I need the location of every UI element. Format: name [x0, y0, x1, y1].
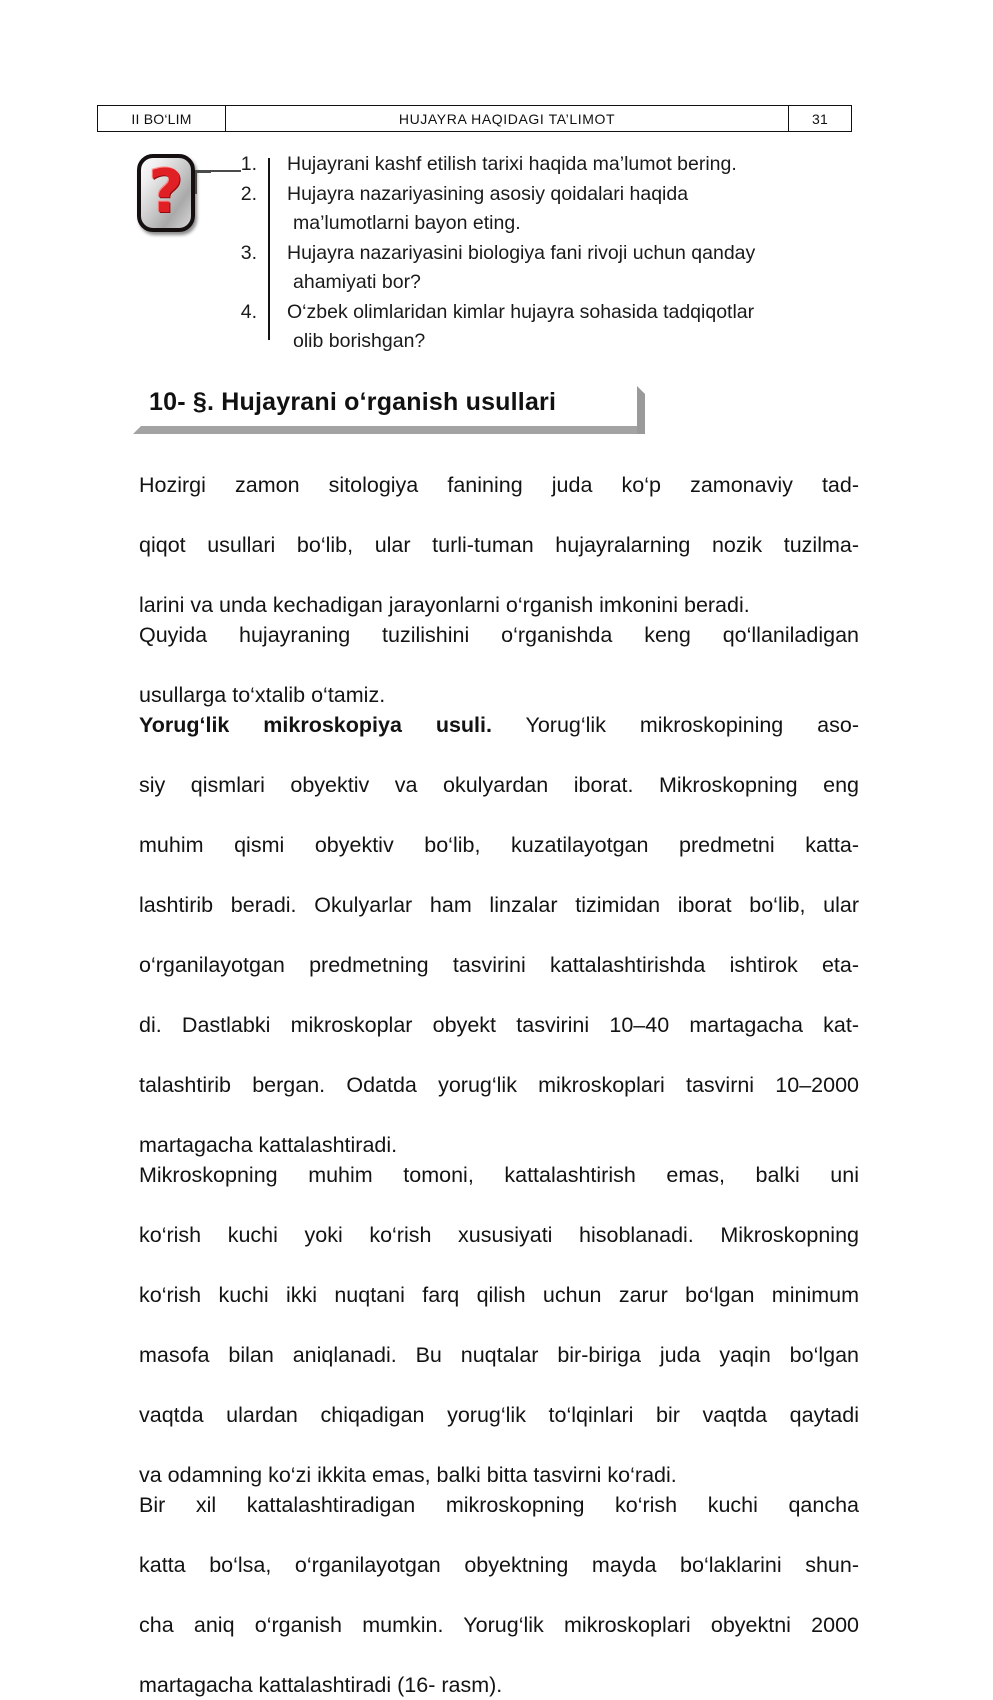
banner-shadow-bottom — [133, 426, 637, 434]
text-line: vaqtda ulardan chiqadigan yorug‘lik to‘lqinlari bir vaqtda qaytadi — [139, 1403, 859, 1427]
text-line: siy qismlari obyektiv va okulyardan iborat. Mikroskopning eng — [139, 773, 859, 797]
text-line: Bir xil kattalashtiradigan mikroskopning ko‘rish kuchi qancha — [139, 1493, 859, 1517]
section-heading-banner — [133, 378, 645, 434]
list-item — [217, 239, 857, 298]
text-line: Quyida hujayraning tuzilishini o‘rganishda keng qo‘llaniladigan — [139, 623, 859, 647]
question-line: Hujayra nazariyasining asosiy qoidalari haqida — [287, 182, 689, 205]
text-line: Hozirgi zamon sitologiya fanining juda ko‘p zamonaviy tad- — [139, 473, 859, 497]
banner-shadow-right — [637, 386, 645, 434]
icon-connector-stub — [195, 170, 211, 173]
icon-question-glyph: ? — [148, 156, 184, 227]
text-line: o‘rganilayotgan predmetning tasvirini kattalashtirishda ishtirok eta- — [139, 953, 859, 977]
question-text — [260, 298, 857, 357]
question-line-continued: ahamiyati bor? — [293, 271, 421, 293]
question-text — [260, 150, 857, 180]
questions-vertical-rule — [268, 158, 270, 340]
paragraph-1 — [92, 470, 859, 620]
text-line: ko‘rish kuchi yoki ko‘rish xususiyati hisoblanadi. Mikroskopning — [139, 1223, 859, 1247]
question-line: Hujayra nazariyasini biologiya fani rivoji uchun qanday — [287, 241, 756, 264]
header-page-number: 31 — [812, 110, 828, 127]
question-number: 3. — [240, 241, 257, 264]
text-line: talashtirib bergan. Odatda yorug‘lik mikroskoplari tasvirni 10–2000 — [139, 1073, 859, 1097]
text-line: va odamning ko‘zi ikkita emas, balki bitta tasvirni ko‘radi. — [139, 1463, 677, 1487]
text-line: masofa bilan aniqlanadi. Bu nuqtalar bir-biriga juda yaqin bo‘lgan — [139, 1343, 859, 1367]
question-line: O‘zbek olimlaridan kimlar hujayra sohasida tadqiqotlar — [287, 300, 755, 323]
question-text — [260, 180, 857, 239]
list-item — [217, 180, 857, 239]
text-line: Mikroskopning muhim tomoni, kattalashtirish emas, balki uni — [139, 1163, 859, 1187]
run-in-bold-term: Yorug‘lik mikroskopiya usuli. — [139, 713, 492, 737]
body-content — [92, 470, 859, 1700]
header-title: HUJAYRA HAQIDAGI TA’LIMOT — [226, 106, 789, 131]
list-item — [217, 298, 857, 357]
text-line: martagacha kattalashtiradi (16- rasm). — [139, 1673, 503, 1697]
question-line: Hujayrani kashf etilish tarixi haqida ma’lumot bering. — [287, 153, 737, 175]
text-line: larini va unda kechadigan jarayonlarni o‘rganish imkonini beradi. — [139, 593, 750, 617]
question-line-continued: ma’lumotlarni bayon eting. — [293, 212, 521, 234]
running-header — [97, 105, 852, 132]
question-mark-icon — [137, 154, 195, 232]
section-heading-text: 10- §. Hujayrani o‘rganish usullari — [149, 387, 557, 416]
text-line: martagacha kattalashtiradi. — [139, 1133, 398, 1157]
questions-list — [217, 150, 857, 357]
paragraph-5 — [92, 1490, 859, 1700]
question-number: 1. — [240, 153, 257, 175]
paragraph-2 — [92, 620, 859, 710]
text-line: cha aniq o‘rganish mumkin. Yorug‘lik mikroskoplari obyektni 2000 — [139, 1613, 859, 1637]
banner-face — [133, 378, 637, 426]
question-number: 4. — [240, 300, 257, 323]
text-line: usullarga to‘xtalib o‘tamiz. — [139, 683, 386, 707]
question-text — [260, 239, 857, 298]
text-line: lashtirib beradi. Okulyarlar ham linzalar tizimidan iborat bo‘lib, ular — [139, 893, 859, 917]
paragraph-4 — [92, 1160, 859, 1490]
text-line: ko‘rish kuchi ikki nuqtani farq qilish uchun zarur bo‘lgan minimum — [139, 1283, 859, 1307]
text-line-rest: Yorug‘lik mikroskopining aso- — [491, 713, 859, 737]
text-line: di. Dastlabki mikroskoplar obyekt tasvirini 10–40 martagacha kat- — [139, 1013, 859, 1037]
header-section-label: II BO‘LIM — [98, 106, 226, 131]
question-line-continued: olib borishgan? — [293, 330, 426, 352]
text-line: qiqot usullari bo‘lib, ular turli-tuman hujayralarning nozik tuzilma- — [139, 533, 859, 557]
paragraph-3 — [92, 710, 859, 1160]
list-item — [217, 150, 857, 180]
text-line: muhim qismi obyektiv bo‘lib, kuzatilayotgan predmetni katta- — [139, 833, 859, 857]
question-number: 2. — [240, 182, 257, 205]
text-line: katta bo‘lsa, o‘rganilayotgan obyektning mayda bo‘laklarini shun- — [139, 1553, 859, 1577]
text-line — [92, 710, 859, 770]
